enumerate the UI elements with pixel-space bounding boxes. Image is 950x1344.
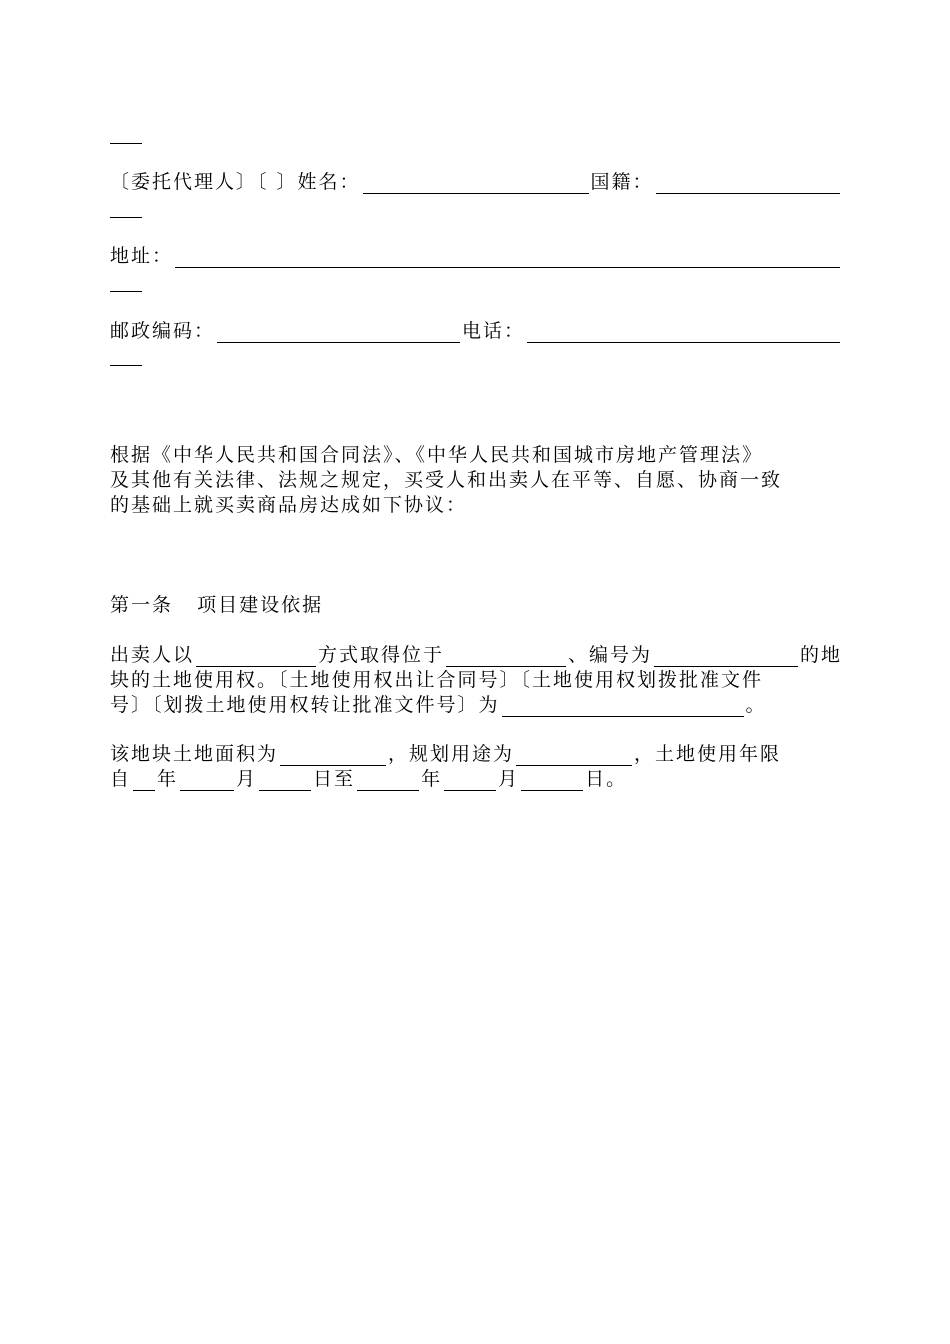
postcode-blank (217, 323, 460, 343)
start-month-blank (180, 771, 234, 791)
article-title-text: 第一条 项目建设依据 (110, 594, 324, 616)
phone-label: 电话： (462, 320, 526, 342)
address-label: 地址： (110, 245, 174, 267)
start-day-blank (259, 771, 311, 791)
land-area-blank (280, 746, 386, 766)
article-text: 自 (110, 768, 132, 790)
article-text: 、编号为 (568, 644, 653, 666)
agent-nationality-label: 国籍： (590, 171, 654, 193)
article-1-p2-line-2 (110, 767, 842, 791)
contract-number-blank (502, 697, 744, 717)
article-text: 的地 (799, 644, 842, 666)
continuation-underline (110, 290, 142, 292)
preamble-text: 根据《中华人民共和国合同法》、《中华人民共和国城市房地产管理法》 (110, 444, 764, 466)
end-year-blank (357, 771, 419, 791)
preamble-line-3 (110, 493, 842, 517)
postcode-label: 邮政编码： (110, 320, 216, 342)
continuation-underline (110, 142, 142, 144)
preamble-line-1 (110, 443, 842, 467)
preamble-text: 的基础上就买卖商品房达成如下协议： (110, 494, 468, 516)
planned-use-blank (516, 746, 632, 766)
start-year-blank (133, 771, 155, 791)
article-1-p1-line-1 (110, 643, 842, 667)
agent-name-blank (363, 174, 589, 194)
agent-line (110, 170, 842, 194)
article-text: 年 (157, 768, 179, 790)
address-line (110, 244, 842, 268)
lot-number-blank (654, 647, 798, 667)
article-text: ，规划用途为 (388, 743, 515, 765)
article-text: 月 (236, 768, 258, 790)
article-text: 。 (745, 694, 767, 716)
end-month-blank (444, 771, 496, 791)
location-blank (446, 647, 566, 667)
postal-phone-line (110, 319, 842, 343)
article-text: 日至 (313, 768, 356, 790)
agent-nationality-blank (656, 174, 840, 194)
article-text: 月 (498, 768, 520, 790)
article-text: 日。 (585, 768, 628, 790)
preamble-line-2 (110, 468, 842, 492)
acquisition-method-blank (196, 647, 316, 667)
continuation-underline (110, 216, 142, 218)
address-blank (175, 248, 840, 268)
article-text: 出卖人以 (110, 644, 195, 666)
article-text: 年 (421, 768, 443, 790)
article-1-p1-line-3 (110, 693, 842, 717)
article-text: 方式取得位于 (318, 644, 445, 666)
continuation-underline (110, 364, 142, 366)
agent-name-label: 〔委托代理人〕〔 〕姓名： (110, 171, 361, 193)
article-text: ，土地使用年限 (634, 743, 782, 765)
article-1-p1-line-2 (110, 668, 842, 692)
article-1-title (110, 593, 842, 617)
article-text: 该地块土地面积为 (110, 743, 279, 765)
article-1-p2-line-1 (110, 742, 842, 766)
end-day-blank (521, 771, 583, 791)
article-text: 块的土地使用权。〔土地使用权出让合同号〕〔土地使用权划拨批准文件 (110, 669, 764, 691)
article-text: 号〕〔划拨土地使用权转让批准文件号〕为 (110, 694, 500, 716)
phone-blank (527, 323, 840, 343)
preamble-text: 及其他有关法律、法规之规定，买受人和出卖人在平等、自愿、协商一致 (110, 469, 783, 491)
